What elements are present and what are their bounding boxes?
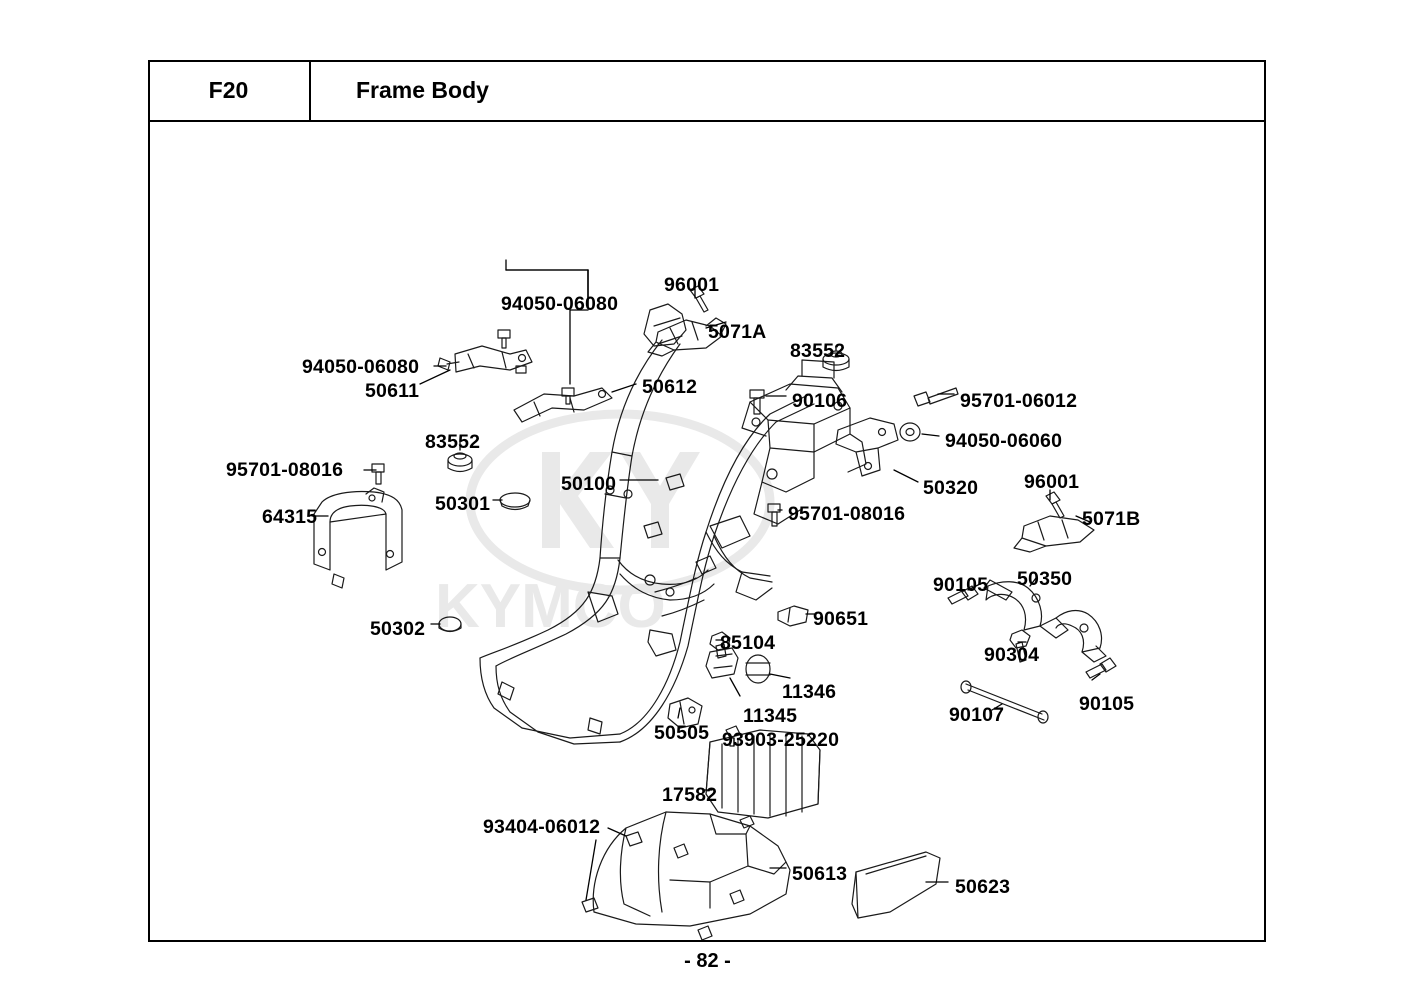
part-callout-50302: 50302 [370,618,426,640]
part-90105-pin-right [1086,658,1116,678]
part-50613-panel [593,812,790,940]
part-callout-50320: 50320 [923,477,979,499]
part-96001-bolt-right [1046,492,1064,518]
sheet-code: F20 [208,76,249,103]
part-90651-clip [778,606,808,626]
part-94050-06060-washer [900,423,920,441]
part-callout-50350: 50350 [1017,568,1073,590]
part-callout-90107: 90107 [949,704,1005,726]
part-callout-5071b: 5071B [1082,508,1141,530]
part-callout-90106: 90106 [792,390,848,412]
part-callout-50612: 50612 [642,376,698,398]
part-callout-83552: 83552 [790,340,846,362]
part-callout-96001: 96001 [664,274,720,296]
part-50623-panel [850,852,940,940]
part-callout-94050-06080: 94050-06080 [501,293,619,315]
sheet-title-bar [311,60,1266,122]
part-95701-08016-bolt-left [372,464,384,484]
part-callout-50611: 50611 [365,380,420,402]
part-callout-50505: 50505 [654,722,710,744]
part-83552-grommet-left [448,453,472,472]
part-callout-93903-25220: 93903-25220 [722,729,840,751]
part-callout-94050-06060: 94050-06060 [945,430,1063,452]
part-callout-50100: 50100 [561,473,617,495]
part-callout-50623: 50623 [955,876,1011,898]
part-callout-90105: 90105 [933,574,989,596]
part-callout-64315: 64315 [262,506,318,528]
part-callout-96001: 96001 [1024,471,1080,493]
part-callout-83552: 83552 [425,431,481,453]
part-callout-17582: 17582 [662,784,718,806]
part-50301-cap [500,493,530,510]
part-callout-50613: 50613 [792,863,848,885]
part-callout-95701-06012: 95701-06012 [960,390,1078,412]
part-callout-93404-06012: 93404-06012 [483,816,601,838]
part-callout-90105: 90105 [1079,693,1135,715]
part-callout-85104: 85104 [720,632,776,654]
part-95701-06012-bolt [914,388,958,406]
sheet-code-cell [148,60,311,122]
part-90106-bolt [750,390,764,414]
part-callout-95701-08016: 95701-08016 [226,459,344,481]
part-callout-11345: 11345 [743,705,798,727]
sheet-title: Frame Body [356,76,489,103]
part-callout-50301: 50301 [435,493,491,515]
part-callout-5071a: 5071A [708,321,767,343]
svg-text:KYMCO: KYMCO [435,572,666,641]
part-callout-11346: 11346 [782,681,837,703]
part-50320-bracket [836,418,898,476]
part-64315-grab-rail [314,488,402,588]
exploded-diagram [150,122,1264,940]
part-callout-90304: 90304 [984,644,1040,666]
part-callout-95701-08016: 95701-08016 [788,503,906,525]
part-50611-bracket [438,346,532,372]
part-11346-bumper [746,655,770,683]
part-94050-06080-bolts [447,330,574,404]
part-callout-90651: 90651 [813,608,869,630]
page-number: - 82 - [684,950,731,972]
part-callout-94050-06080: 94050-06080 [302,356,420,378]
